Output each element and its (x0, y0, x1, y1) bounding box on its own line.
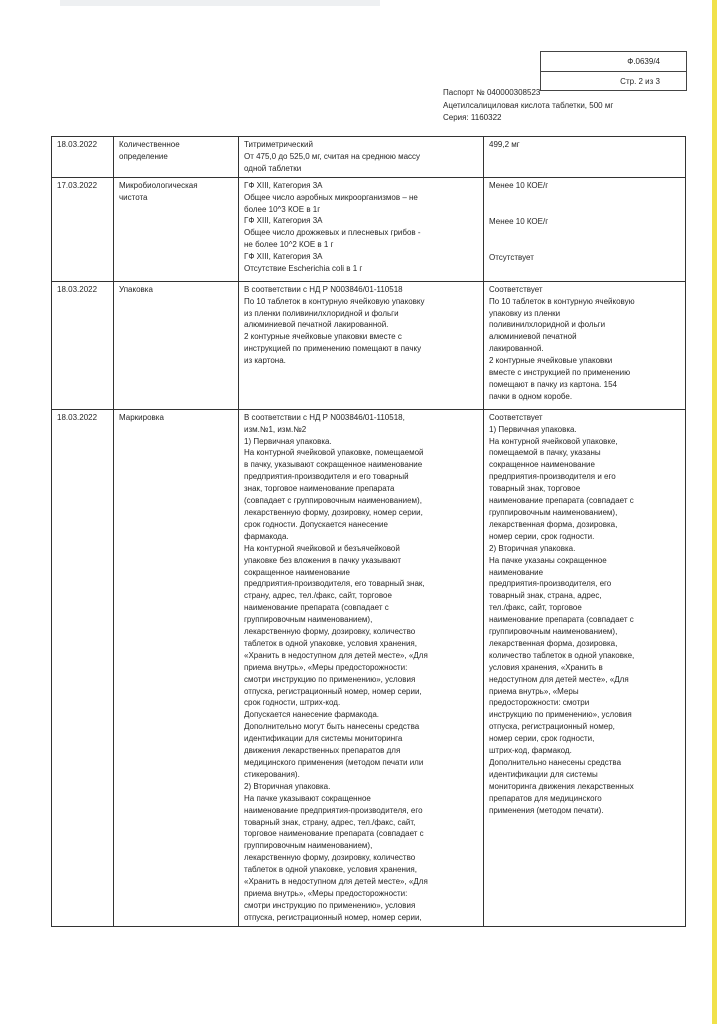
text-line: От 475,0 до 525,0 мг, считая на среднюю массу (244, 151, 421, 161)
text-line: фармакода. (244, 531, 289, 541)
text-line: наименование предприятия-производителя, его (244, 805, 423, 815)
text-line: По 10 таблеток в контурную ячейковую (489, 296, 635, 306)
test-name-cell (114, 409, 239, 926)
form-code: Ф.0639/4 (627, 57, 660, 66)
text-line: На контурной ячейковой и безъячейковой (244, 543, 400, 553)
text-line: штрих-код, фармакод. (489, 746, 572, 756)
text-line: лекарственная форма, дозировка, (489, 519, 618, 529)
text-line: Количественное (119, 140, 180, 149)
text-line: таблеток в одной упаковке, условия хранения, (244, 865, 417, 875)
text-line: чистота (119, 192, 148, 202)
product-name: Ацетилсалициловая кислота таблетки, 500 мг (443, 100, 614, 110)
table-row (52, 281, 686, 409)
text-line: Отсутствует (489, 252, 534, 262)
passport-number: Паспорт № 040000308523 (443, 88, 541, 97)
test-name-cell (114, 177, 239, 281)
text-line: препаратов для медицинского (489, 793, 602, 803)
text-line: Упаковка (119, 284, 153, 294)
text-line: условия хранения, «Хранить в (489, 662, 603, 672)
date-cell: 18.03.2022 (52, 137, 114, 178)
text-line: Титриметрический (244, 140, 313, 149)
text-line: 1) Первичная упаковка. (244, 436, 332, 446)
text-line: упаковке без вложения в пачку указывают (244, 555, 402, 565)
text-line: помещаемой в пачку, указаны (489, 448, 601, 458)
result-cell (484, 137, 686, 178)
text-line: номер серии, срок годности. (489, 531, 595, 541)
text-line: Микробиологическая (119, 180, 198, 190)
text-line: 2 контурные ячейковые упаковки (489, 356, 613, 366)
text-line: идентификации для системы мониторинга (244, 734, 403, 744)
text-line: приема внутрь», «Меры (489, 686, 579, 696)
form-code-box (540, 51, 687, 91)
text-line: Дополнительно могут быть нанесены средства (244, 722, 420, 732)
test-name-cell (114, 281, 239, 409)
text-line: Соответствует (489, 412, 543, 422)
text-line: По 10 таблеток в контурную ячейковую упаковку (244, 296, 425, 306)
text-line: В соответствии с НД Р N003846/01-110518, (244, 412, 405, 422)
text-line: Менее 10 КОЕ/г (489, 180, 549, 190)
text-line: смотри инструкцию по применению», условия (244, 674, 416, 684)
text-line: предосторожности: смотри (489, 698, 590, 708)
text-line: Общее число дрожжевых и плесневых грибов - (244, 228, 421, 238)
text-line: в пачку, указывают сокращенное наименование (244, 460, 423, 470)
text-line: предприятия-производителя, его (489, 579, 612, 589)
text-line: медицинского применения (методом печати или (244, 758, 424, 767)
text-line: идентификации для системы (489, 769, 598, 779)
text-line: мониторинга движения лекарственных (489, 781, 634, 791)
text-line: лекарственная форма, дозировка, (489, 638, 618, 648)
text-line: алюминиевой печатной лакированной. (244, 320, 389, 330)
text-line: группировочным наименованием), (489, 507, 618, 517)
result-cell (484, 409, 686, 926)
requirement-cell (239, 409, 484, 926)
text-line: помещают в пачку из картона. 154 (489, 379, 617, 389)
text-line: отпуска, регистрационный номер, (489, 722, 615, 732)
requirement-cell (239, 281, 484, 409)
text-line: смотри инструкцию по применению», условия (244, 900, 416, 910)
text-line: ГФ XIII, Категория 3А (244, 252, 323, 262)
text-line: отпуска, регистрационный номер, номер серии, (244, 912, 422, 922)
text-line: приема внутрь», «Меры предосторожности: (244, 662, 408, 672)
text-line: вместе с инструкцией по применению (489, 368, 631, 378)
text-line: торговое наименование препарата (совпадает с (244, 829, 424, 839)
text-line: приема внутрь», «Меры предосторожности: (244, 888, 408, 898)
result-cell (484, 177, 686, 281)
text-line: товарный знак, торговое (489, 484, 581, 494)
text-line: пачки в одном коробе. (489, 391, 573, 401)
text-line: тел./факс, сайт, торговое (489, 603, 582, 613)
text-line: На пачке указаны сокращенное (489, 555, 607, 565)
text-line: лекарственную форму, дозировку, номер серии, (244, 507, 423, 517)
text-line: группировочным наименованием), (489, 627, 618, 637)
text-line: поливинилхлоридной и фольги (489, 320, 606, 330)
date-cell: 17.03.2022 (52, 177, 114, 281)
text-line: ГФ XIII, Категория 3А (244, 216, 323, 226)
text-line: номер серии, срок годности, (489, 734, 595, 744)
text-line: товарный знак, страну, адрес, тел./факс, сайт, (244, 817, 416, 827)
text-line: движения лекарственных препаратов для (244, 746, 401, 756)
text-line: лекарственную форму, дозировку, количество (244, 853, 416, 863)
text-line: ГФ XIII, Категория 3А (244, 180, 323, 190)
text-line: На контурной ячейковой упаковке, помещаемой (244, 448, 424, 458)
batch-number: Серия: 1160322 (443, 113, 502, 122)
text-line: группировочным наименованием), (244, 841, 373, 851)
text-line: страну, адрес, тел./факс, сайт, торговое (244, 591, 392, 601)
text-line: 2) Вторичная упаковка. (489, 543, 576, 553)
text-line: определение (119, 151, 168, 161)
text-line: Соответствует (489, 284, 543, 294)
requirement-cell (239, 177, 484, 281)
passport-header (443, 87, 613, 125)
text-line: наименование препарата (совпадает с (489, 496, 634, 506)
table-row (52, 137, 686, 178)
text-line: лакированной. (489, 344, 544, 354)
requirement-cell (239, 137, 484, 178)
text-line: 1) Первичная упаковка. (489, 424, 577, 434)
text-line: 2) Вторичная упаковка. (244, 781, 331, 791)
text-line: инструкцией по применению помещают в пачку (244, 344, 422, 354)
text-line: не более 10^2 КОЕ в 1 г (244, 240, 334, 250)
scan-smudge (60, 0, 380, 6)
text-line: срок годности. Допускается нанесение (244, 519, 388, 529)
text-line: На пачке указывают сокращенное (244, 793, 371, 803)
text-line (489, 204, 681, 216)
text-line: инструкцию по применению», условия (489, 710, 632, 720)
text-line: предприятия-производителя и его товарный (244, 472, 409, 482)
text-line: предприятия-производителя, его товарный знак, (244, 579, 425, 589)
result-cell (484, 281, 686, 409)
text-line: (совпадает с группировочным наименованием), (244, 496, 422, 506)
text-line: Отсутствие Escherichia coli в 1 г (244, 264, 363, 274)
text-line: отпуска, регистрационный номер, номер серии, (244, 686, 422, 696)
table-row (52, 177, 686, 281)
test-name-cell (114, 137, 239, 178)
text-line: товарный знак, страна, адрес, (489, 591, 602, 601)
text-line (489, 192, 681, 204)
text-line: сокращенное наименование (489, 460, 595, 470)
text-line: Дополнительно нанесены средства (489, 758, 622, 767)
text-line: На контурной ячейковой упаковке, (489, 436, 618, 446)
table-row (52, 409, 686, 926)
text-line: знак, торговое наименование препарата (244, 484, 395, 494)
text-line: В соответствии с НД Р N003846/01-110518 (244, 284, 403, 294)
date-cell: 18.03.2022 (52, 409, 114, 926)
analysis-table-body (52, 137, 686, 927)
text-line: Менее 10 КОЕ/г (489, 216, 549, 226)
text-line: наименование (489, 567, 544, 577)
text-line: Допускается нанесение фармакода. (244, 710, 380, 720)
text-line: наименование препарата (совпадает с (489, 615, 634, 625)
text-line: Маркировка (119, 412, 164, 422)
text-line: сокращенное наименование (244, 567, 350, 577)
text-line: 2 контурные ячейковые упаковки вместе с (244, 332, 402, 342)
text-line: Общее число аэробных микроорганизмов – не (244, 192, 418, 202)
text-line: группировочным наименованием), (244, 615, 373, 625)
text-line: из картона. (244, 356, 286, 366)
text-line: из пленки поливинилхлоридной и фольги (244, 308, 399, 318)
text-line: применения (методом печати). (489, 805, 604, 815)
text-line: «Хранить в недоступном для детей месте», «Для (244, 877, 428, 887)
text-line: стикерования). (244, 769, 300, 779)
text-line: более 10^3 КОЕ в 1г (244, 204, 321, 214)
text-line: срок годности, штрих-код. (244, 698, 341, 708)
analysis-table (51, 136, 686, 927)
text-line: «Хранить в недоступном для детей месте», «Для (244, 650, 428, 660)
text-line: количество таблеток в одной упаковке, (489, 650, 635, 660)
text-line (489, 228, 681, 240)
text-line: алюминиевой печатной (489, 332, 577, 342)
text-line: наименование препарата (совпадает с (244, 603, 389, 613)
text-line (489, 240, 681, 252)
text-line: одной таблетки (244, 163, 302, 173)
text-line: 499,2 мг (489, 140, 520, 149)
date-cell: 18.03.2022 (52, 281, 114, 409)
text-line: предприятия-производителя и его (489, 472, 616, 482)
page-number: Стр. 2 из 3 (541, 71, 686, 90)
scan-edge (712, 0, 717, 1024)
text-line: упаковку из пленки (489, 308, 561, 318)
text-line: недоступном для детей месте», «Для (489, 674, 629, 684)
text-line: таблеток в одной упаковке, условия хранения, (244, 638, 417, 648)
text-line: лекарственную форму, дозировку, количество (244, 627, 416, 637)
text-line: изм.№1, изм.№2 (244, 424, 307, 434)
